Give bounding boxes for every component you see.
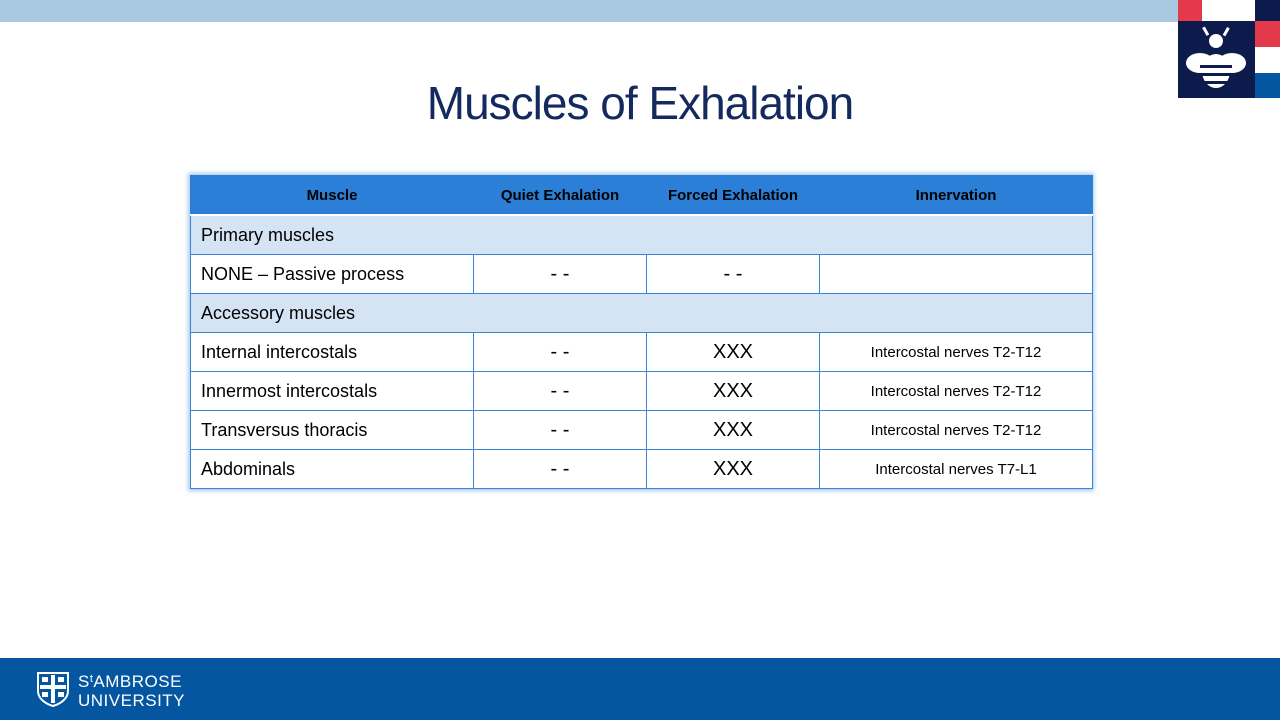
section-label: Primary muscles	[191, 215, 1093, 255]
muscle-cell: Transversus thoracis	[191, 411, 474, 450]
quiet-cell: - -	[474, 411, 647, 450]
section-label: Accessory muscles	[191, 294, 1093, 333]
quiet-cell: - -	[474, 372, 647, 411]
logo-white-square	[1202, 0, 1255, 21]
muscle-cell: NONE – Passive process	[191, 255, 474, 294]
table-row	[191, 411, 1093, 450]
table-row	[191, 333, 1093, 372]
forced-cell: XXX	[647, 411, 820, 450]
wordmark-university: UNIVERSITY	[78, 691, 186, 710]
slide-title: Muscles of Exhalation	[426, 77, 854, 129]
footer-bar	[0, 658, 1280, 720]
table-row	[191, 450, 1093, 489]
quiet-cell: - -	[474, 255, 647, 294]
forced-cell: - -	[647, 255, 820, 294]
header-quiet-exhalation: Quiet Exhalation	[474, 176, 647, 216]
forced-cell: XXX	[647, 333, 820, 372]
header-muscle: Muscle	[191, 176, 474, 216]
quiet-cell: - -	[474, 333, 647, 372]
innervation-cell: Intercostal nerves T2-T12	[820, 333, 1093, 372]
shield-crest-icon	[36, 671, 70, 707]
table-row	[191, 255, 1093, 294]
wordmark-t: t	[89, 673, 94, 685]
logo-navy-square	[1255, 0, 1280, 21]
logo-red-square-2	[1255, 21, 1280, 47]
quiet-cell: - -	[474, 450, 647, 489]
muscle-cell: Innermost intercostals	[191, 372, 474, 411]
section-row-primary	[191, 215, 1093, 255]
logo-red-square	[1178, 0, 1202, 21]
university-wordmark	[78, 670, 185, 710]
wordmark-s: S	[78, 672, 90, 691]
forced-cell: XXX	[647, 450, 820, 489]
table-header-row	[191, 176, 1093, 216]
innervation-cell	[820, 255, 1093, 294]
top-accent-bar	[0, 0, 1178, 22]
header-forced-exhalation: Forced Exhalation	[647, 176, 820, 216]
header-innervation: Innervation	[820, 176, 1093, 216]
wordmark-ambrose: AMBROSE	[93, 672, 182, 691]
muscle-cell: Internal intercostals	[191, 333, 474, 372]
innervation-cell: Intercostal nerves T2-T12	[820, 411, 1093, 450]
logo-white-square-2	[1255, 47, 1280, 73]
muscle-cell: Abdominals	[191, 450, 474, 489]
table-row	[191, 372, 1093, 411]
section-row-accessory	[191, 294, 1093, 333]
exhalation-table	[190, 175, 1092, 489]
innervation-cell: Intercostal nerves T2-T12	[820, 372, 1093, 411]
forced-cell: XXX	[647, 372, 820, 411]
innervation-cell: Intercostal nerves T7-L1	[820, 450, 1093, 489]
